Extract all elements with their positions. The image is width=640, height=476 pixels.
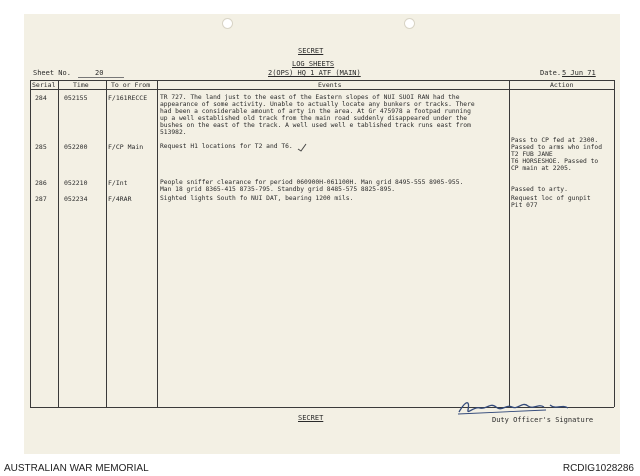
- row-284-serial: 284: [35, 94, 47, 102]
- row-285-action-line-5: CP main at 2205.: [511, 165, 572, 172]
- archive-caption-right: RCDIG1028286: [562, 463, 634, 474]
- handwritten-tick-mark: [297, 143, 307, 153]
- punch-hole-right: [404, 18, 415, 29]
- row-287-event-line-1: Sighted lights South fo NUI DAT, bearing 1200 mils.: [160, 195, 354, 202]
- row-286-action-line-1: Passed to arty.: [511, 186, 568, 193]
- row-287-action-line-1: Request loc of gunpit: [511, 195, 591, 202]
- punch-hole-left: [222, 18, 233, 29]
- column-header-to-from: To or From: [111, 81, 151, 89]
- row-285-action-line-1: Pass to CP fed at 2300.: [511, 137, 599, 144]
- row-286-time: 052210: [64, 179, 88, 187]
- duty-officer-signature-label: Duty Officer's Signature: [492, 416, 594, 424]
- row-286-event-line-2: Man 18 grid 8365-415 8735-795. Standby grid 8485-575 8825-895.: [160, 186, 396, 193]
- column-divider-serial: [58, 80, 59, 407]
- row-287-serial: 287: [35, 195, 47, 203]
- row-285-time: 052200: [64, 143, 88, 151]
- row-284-to-from: F/161RECCE: [108, 94, 148, 102]
- row-287-action-line-2: Pit 077: [511, 202, 538, 209]
- column-header-events: Events: [318, 81, 342, 89]
- classification-bottom: SECRET: [298, 414, 324, 422]
- row-285-action-line-3: T2 FUB JANE: [511, 151, 553, 158]
- row-284-event-line-6: 513982.: [160, 129, 187, 136]
- table-right-border: [614, 80, 615, 407]
- date-value: 5 Jun 71: [562, 69, 596, 77]
- column-header-serial: Serial: [32, 81, 56, 89]
- sheet-number-value: 20: [95, 69, 104, 77]
- column-divider-time: [106, 80, 107, 407]
- classification-top: SECRET: [298, 47, 324, 55]
- row-285-serial: 285: [35, 143, 47, 151]
- table-left-border: [30, 80, 31, 407]
- sheet-number-underline: [78, 77, 124, 78]
- row-287-time: 052234: [64, 195, 88, 203]
- row-284-event-line-5: bushes on the east of the track. A well used well e tablished track runs east from: [160, 122, 471, 129]
- column-header-time: Time: [73, 81, 89, 89]
- date-label: Date.: [540, 69, 562, 77]
- row-285-action-line-4: T6 HORSESHOE. Passed to: [511, 158, 599, 165]
- table-header-bottom-border: [30, 89, 614, 90]
- row-285-action-line-2: Passed to arms who infod: [511, 144, 602, 151]
- sheet-subtitle: 2(OPS) HQ 1 ATF (MAIN): [268, 69, 361, 77]
- sheet-title: LOG SHEETS: [292, 60, 335, 68]
- row-284-time: 052155: [64, 94, 88, 102]
- column-divider-events: [509, 80, 510, 407]
- column-header-action: Action: [550, 81, 574, 89]
- row-285-to-from: F/CP Main: [108, 143, 144, 151]
- column-divider-to-from: [157, 80, 158, 407]
- archive-caption-left: AUSTRALIAN WAR MEMORIAL: [4, 463, 149, 474]
- row-285-event-line-1: Request H1 locations for T2 and T6.: [160, 143, 293, 150]
- row-286-to-from: F/Int: [108, 179, 128, 187]
- row-287-to-from: F/4RAR: [108, 195, 132, 203]
- handwritten-signature: [456, 398, 576, 418]
- row-284-event-line-4: up a well established old track from the main road suddenly disappeared under the: [160, 115, 468, 122]
- row-286-event-line-1: People sniffer clearance for period 060900H-061100H. Man grid 8495-555 8905-955.: [160, 179, 464, 186]
- row-284-event-line-3: had been a considerable amount of arty in the area. At Gr 475978 a footpad running: [160, 108, 471, 115]
- row-284-event-line-1: TR 727. The land just to the east of the Eastern slopes of NUI SUOI RAN had the: [160, 94, 460, 101]
- row-284-event-line-2: appearance of some activity. Unable to actually locate any bunkers or tracks. There: [160, 101, 475, 108]
- row-286-serial: 286: [35, 179, 47, 187]
- sheet-number-label: Sheet No.: [33, 69, 71, 77]
